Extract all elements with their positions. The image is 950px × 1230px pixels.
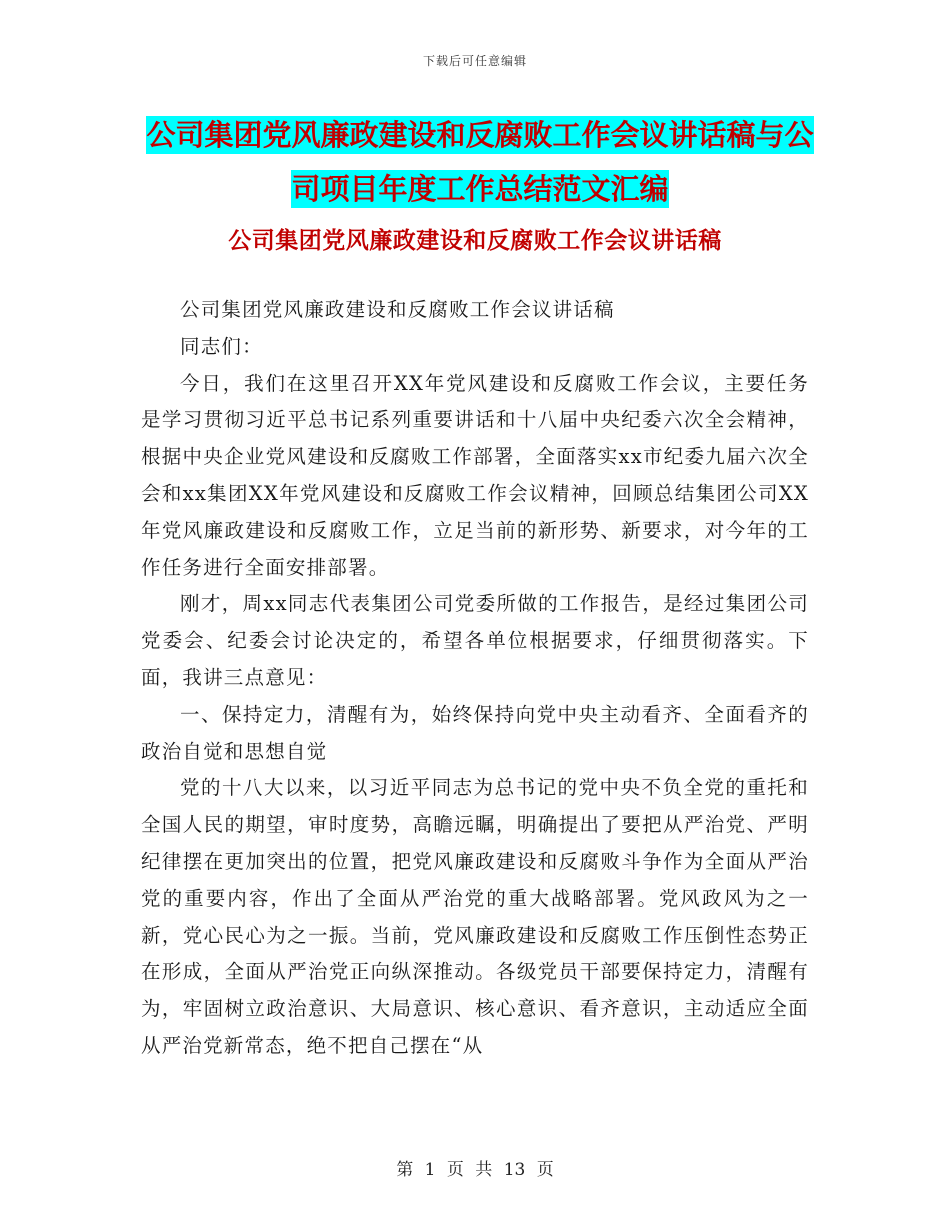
- section-title: 公司集团党风廉政建设和反腐败工作会议讲话稿: [228, 228, 722, 254]
- page-number: 第 1 页 共 13 页: [396, 1160, 554, 1180]
- paragraph-point-one-body: 党的十八大以来，以习近平同志为总书记的党中央不负全党的重托和全国人民的期望，审时度势，高瞻远瞩，明确提出了要把从严治党、严明纪律摆在更加突出的位置，把党风廉政建设和反腐败斗争作为全面从严治党的重要内容，作出了全面从严治党的重大战略部署。党风政风为之一新，党心民心为之一振。当前，党风廉政建设和反腐败工作压倒性态势正在形成，全面从严治党正向纵深推动。各级党员干部要保持定力，清醒有为，牢固树立政治意识、大局意识、核心意识、看齐意识，主动适应全面从严治党新常态，绝不把自己摆在“从: [141, 776, 809, 1057]
- document-main-title: [140, 108, 820, 216]
- paragraph-point-one-heading: 一、保持定力，清醒有为，始终保持向党中央主动看齐、全面看齐的政治自觉和思想自觉: [141, 702, 809, 763]
- document-body: [141, 292, 809, 1065]
- main-title-text: 公司集团党风廉政建设和反腐败工作会议讲话稿与公司项目年度工作总结范文汇编: [146, 118, 814, 206]
- paragraph-intro: 今日，我们在这里召开XX年党风建设和反腐败工作会议，主要任务是学习贯彻习近平总书记系列重要讲话和十八届中央纪委六次全会精神，根据中央企业党风建设和反腐败工作部署，全面落实xx市纪委九届六次全会和xx集团XX年党风建设和反腐败工作会议精神，回顾总结集团公司XX年党风廉政建设和反腐败工作，立足当前的新形势、新要求，对今年的工作任务进行全面安排部署。: [141, 371, 809, 579]
- paragraph-report: 刚才，周xx同志代表集团公司党委所做的工作报告，是经过集团公司党委会、纪委会讨论决定的，希望各单位根据要求，仔细贯彻落实。下面，我讲三点意见：: [141, 592, 809, 689]
- page-header-note: 下载后可任意编辑: [422, 54, 527, 68]
- paragraph-speech-title: 公司集团党风廉政建设和反腐败工作会议讲话稿: [180, 298, 615, 321]
- paragraph-salutation: 同志们：: [180, 334, 263, 358]
